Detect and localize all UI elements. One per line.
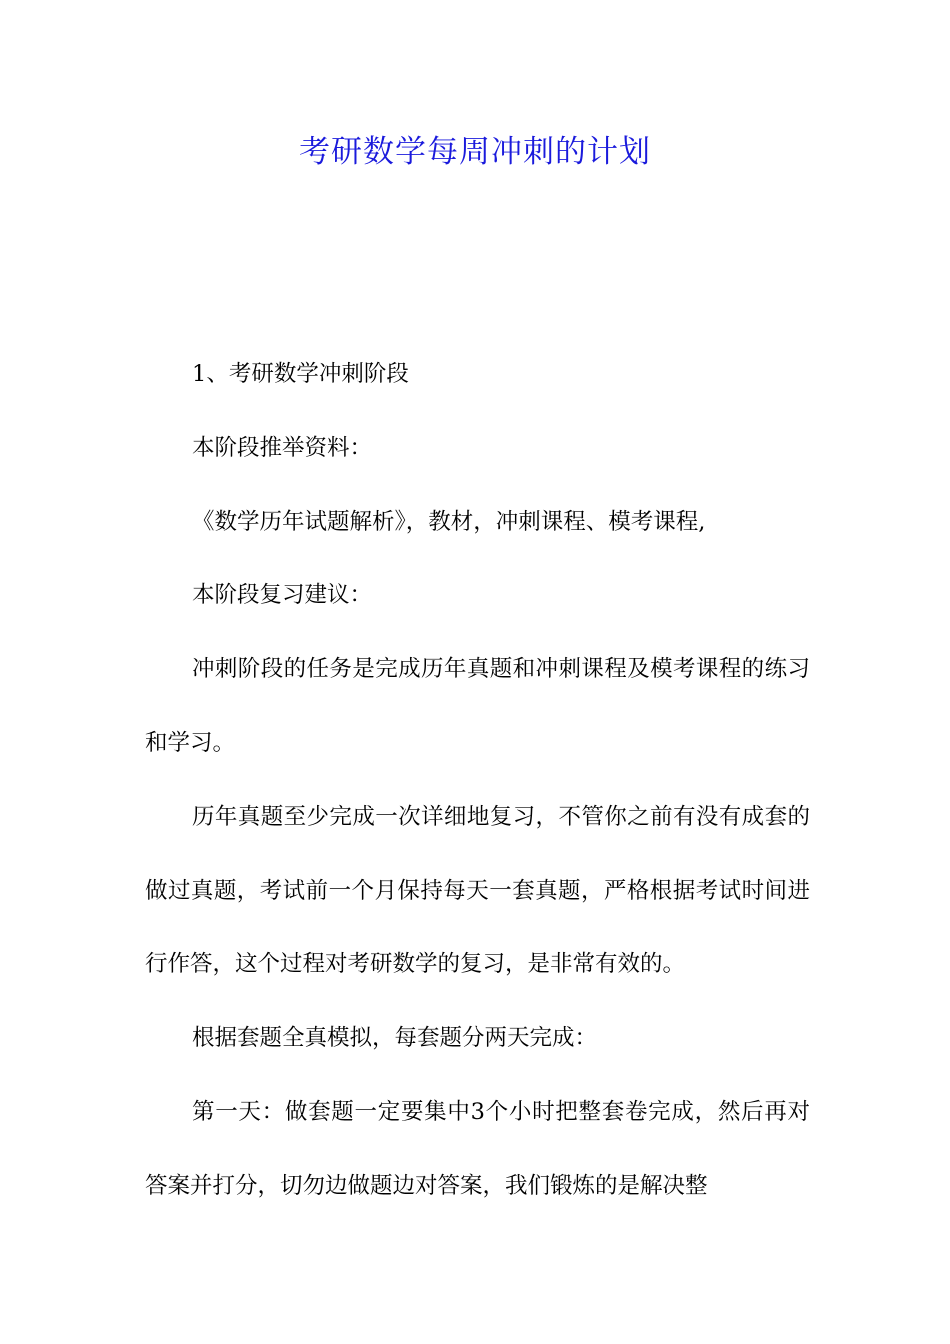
paragraph: 本阶段推举资料： bbox=[192, 434, 373, 461]
section-heading: 1、考研数学冲刺阶段 bbox=[192, 361, 409, 387]
paragraph: 第一天：做套题一定要集中3个小时把整套卷完成，然后再对答案并打分，切勿边做题边对答案，我们锻炼的是解决整 bbox=[145, 1098, 810, 1199]
paragraph: 冲刺阶段的任务是完成历年真题和冲刺课程及模考课程的练习和学习。 bbox=[145, 656, 810, 756]
paragraph: 历年真题至少完成一次详细地复习，不管你之前有没有成套的做过真题，考试前一个月保持每天一套真题，严格根据考试时间进行作答，这个过程对考研数学的复习，是非常有效的。 bbox=[145, 803, 810, 978]
document-title: 考研数学每周冲刺的计划 bbox=[299, 134, 651, 170]
paragraph: 《数学历年试题解析》，教材，冲刺课程、模考课程, bbox=[192, 508, 706, 535]
document-body bbox=[145, 338, 810, 1224]
paragraph: 根据套题全真模拟，每套题分两天完成： bbox=[192, 1025, 598, 1052]
paragraph: 本阶段复习建议： bbox=[192, 582, 373, 609]
